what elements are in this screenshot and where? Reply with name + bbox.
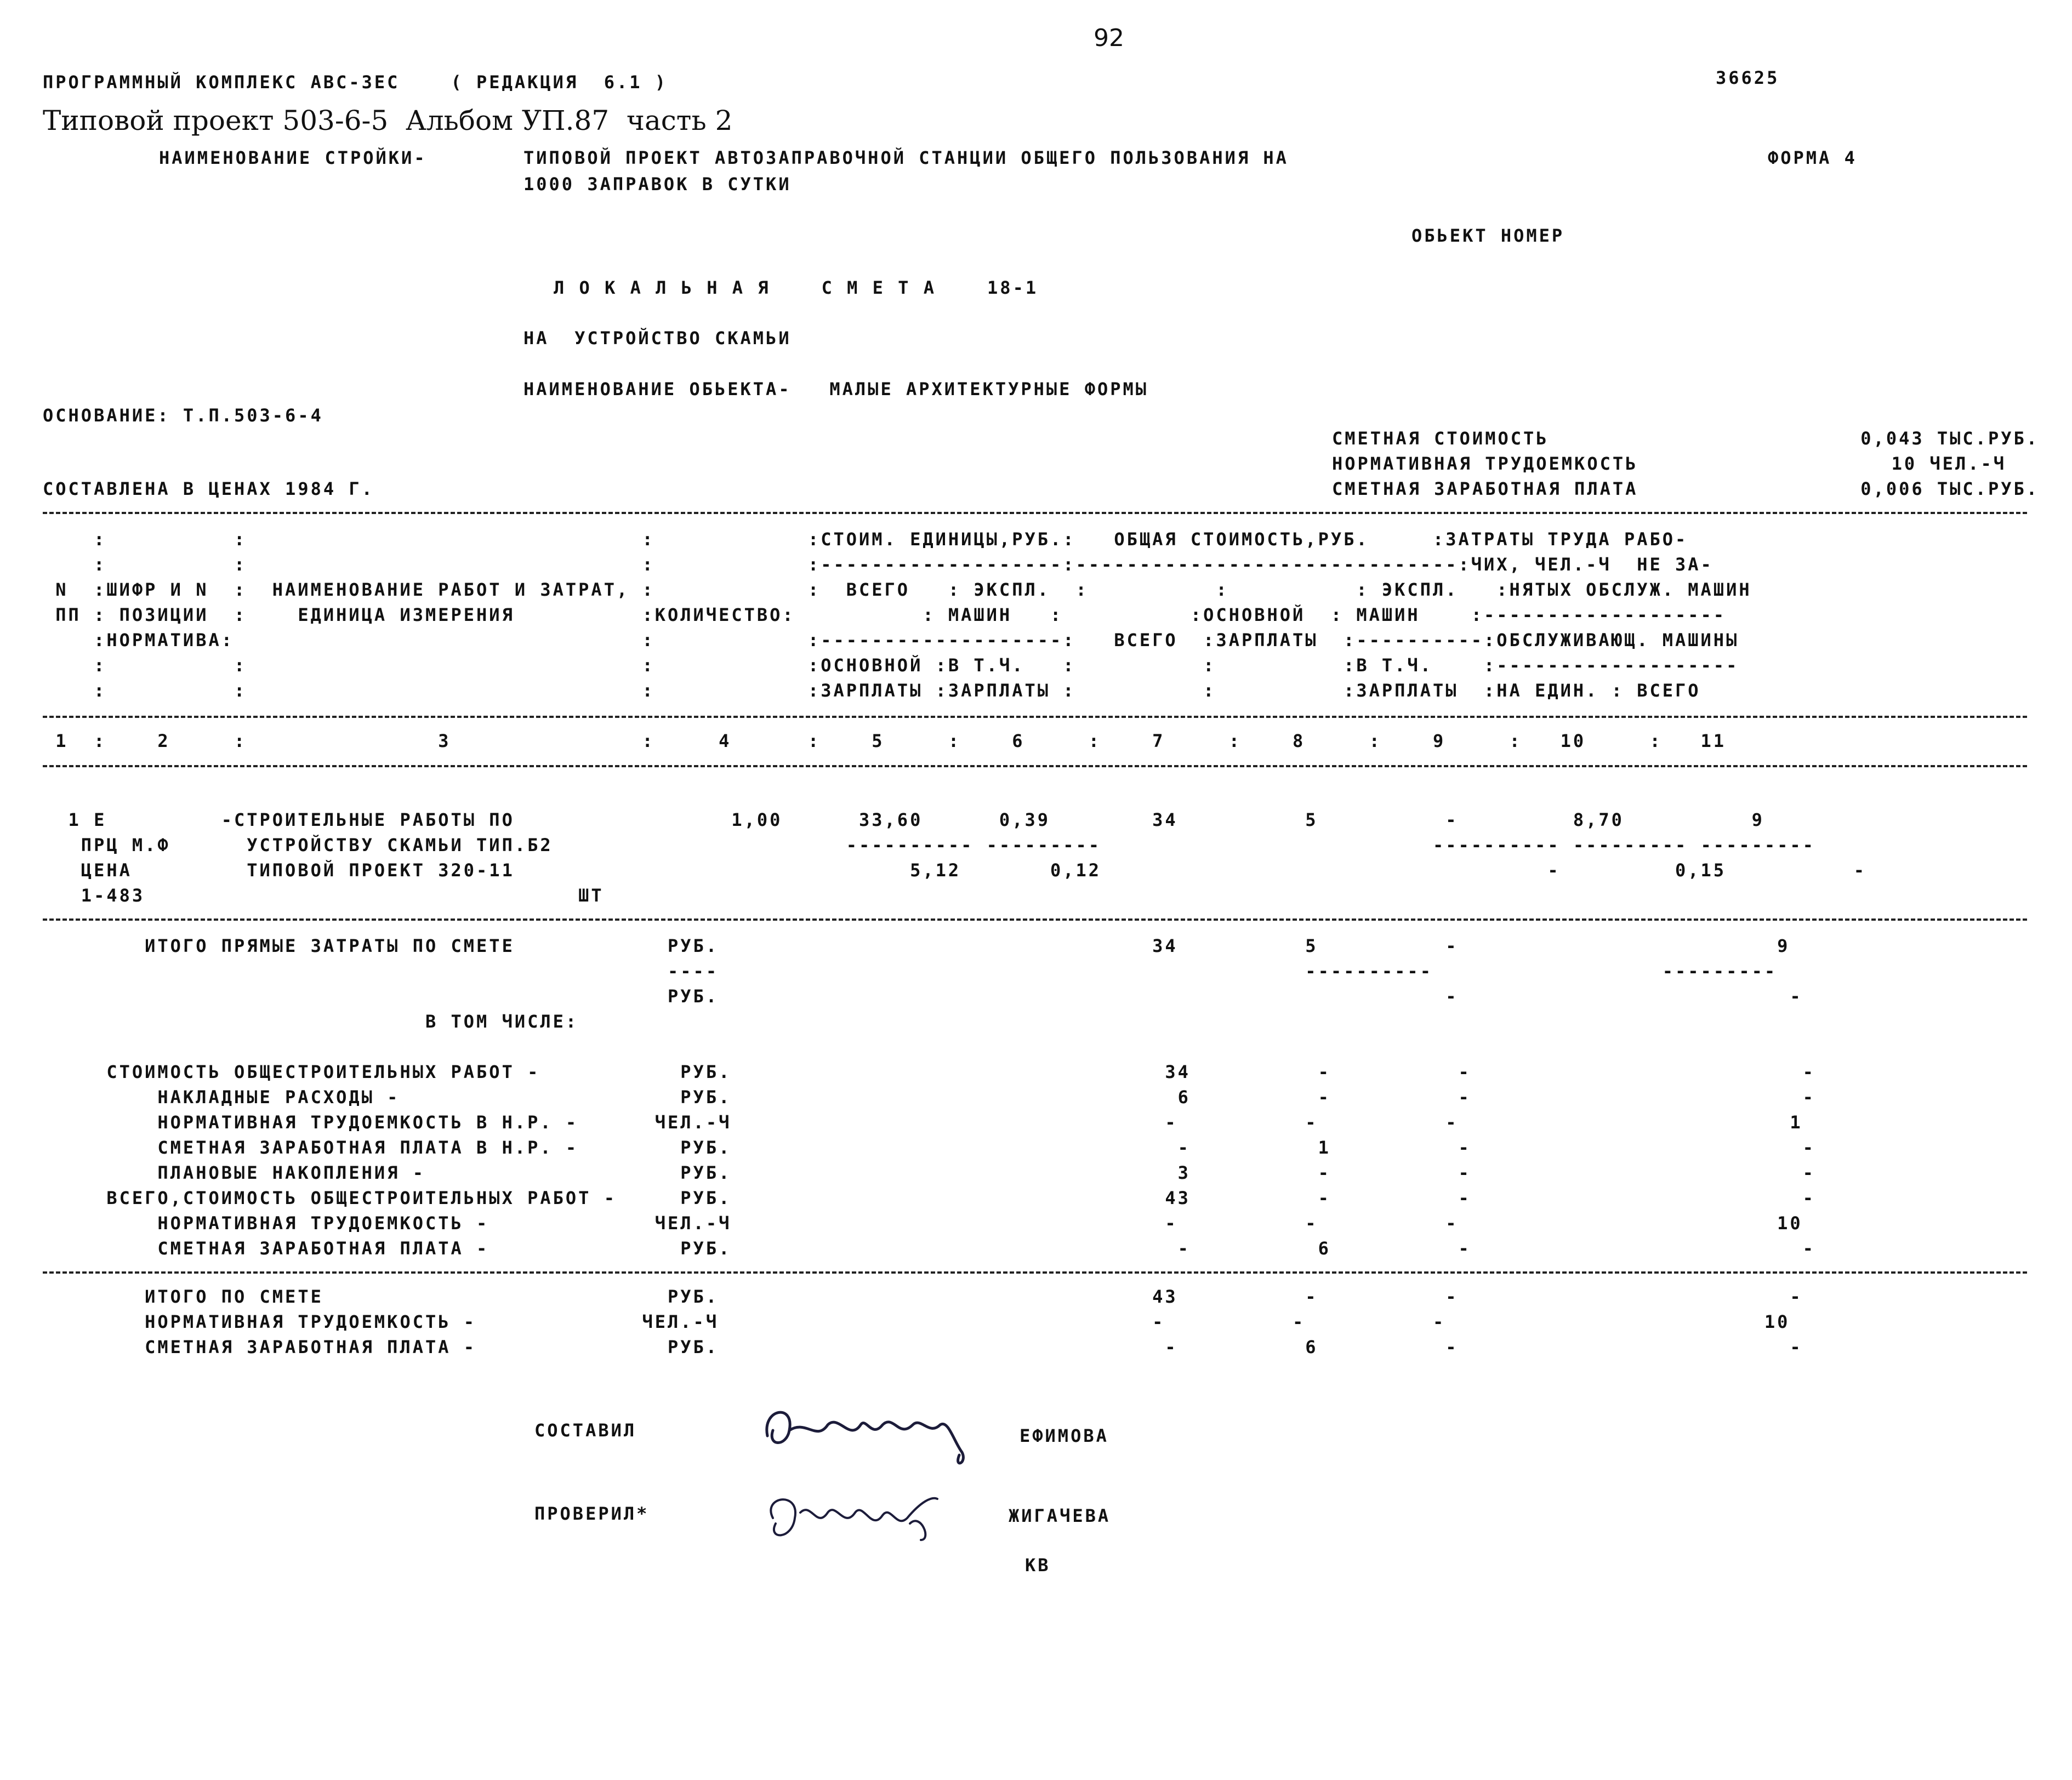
divider: [43, 512, 2027, 514]
summary-value: 0,006 ТЫС.РУБ.: [1860, 478, 2039, 499]
final-line: ИТОГО ПО СМЕТЕ РУБ. 43 - - -: [43, 1286, 1803, 1307]
checked-label: ПРОВЕРИЛ*: [534, 1503, 650, 1524]
totals-line: СМЕТНАЯ ЗАРАБОТНАЯ ПЛАТА - РУБ. - 6 - -: [43, 1238, 1815, 1259]
form-number: ФОРМА 4: [1768, 147, 1857, 168]
summary-value: 10 ЧЕЛ.-Ч: [1891, 453, 2006, 474]
totals-line: НАКЛАДНЫЕ РАСХОДЫ - РУБ. 6 - - -: [43, 1087, 1815, 1108]
final-line: СМЕТНАЯ ЗАРАБОТНАЯ ПЛАТА - РУБ. - 6 - -: [43, 1337, 1803, 1357]
object-number-label: ОБЬЕКТ НОМЕР: [1411, 225, 1565, 246]
estimate-basis: ОСНОВАНИЕ: Т.П.503-6-4: [43, 405, 323, 426]
item-line: ЦЕНА ТИПОВОЙ ПРОЕКТ 320-11 5,12 0,12 - 0,15 -: [43, 860, 1866, 881]
summary-label: СМЕТНАЯ ЗАРАБОТНАЯ ПЛАТА: [1332, 478, 1638, 499]
divider: [43, 918, 2027, 921]
construction-name-line-1: ТИПОВОЙ ПРОЕКТ АВТОЗАПРАВОЧНОЙ СТАНЦИИ ОБЩЕГО ПОЛЬЗОВАНИЯ НА: [523, 147, 1289, 168]
page-number: 92: [1094, 24, 1124, 52]
totals-line: СМЕТНАЯ ЗАРАБОТНАЯ ПЛАТА В Н.Р. - РУБ. - 1 - -: [43, 1137, 1815, 1158]
header-line: :НОРМАТИВА: : :-------------------: ВСЕГО :ЗАРПЛАТЫ :----------:ОБСЛУЖИВАЮЩ. МАШИНЫ: [43, 630, 1739, 651]
object-name: НАИМЕНОВАНИЕ ОБЬЕКТА- МАЛЫЕ АРХИТЕКТУРНЫЕ ФОРМЫ: [523, 379, 1149, 400]
summary-value: 0,043 ТЫС.РУБ.: [1860, 428, 2039, 449]
totals-line: ИТОГО ПРЯМЫЕ ЗАТРАТЫ ПО СМЕТЕ РУБ. 34 5 - 9: [43, 935, 1790, 956]
checked-name: ЖИГАЧЕВА: [1009, 1505, 1111, 1526]
totals-line: В ТОМ ЧИСЛЕ:: [43, 1011, 579, 1032]
construction-name-line-2: 1000 ЗАПРАВОК В СУТКИ: [523, 174, 792, 195]
header-line: : : : :ОСНОВНОЙ :В Т.Ч. : : :В Т.Ч. :-------------------: [43, 655, 1739, 676]
estimate-subject: НА УСТРОЙСТВО СКАМЬИ: [523, 328, 792, 349]
divider: [43, 716, 2027, 718]
totals-line: НОРМАТИВНАЯ ТРУДОЕМКОСТЬ В Н.Р. - ЧЕЛ.-Ч - - - 1: [43, 1112, 1803, 1133]
signature-composed: [756, 1387, 987, 1480]
totals-line: ПЛАНОВЫЕ НАКОПЛЕНИЯ - РУБ. 3 - - -: [43, 1162, 1815, 1183]
divider: [43, 765, 2027, 767]
composed-name: ЕФИМОВА: [1020, 1425, 1109, 1446]
document-code: 36625: [1716, 67, 1780, 88]
totals-line: НОРМАТИВНАЯ ТРУДОЕМКОСТЬ - ЧЕЛ.-Ч - - - 10: [43, 1213, 1803, 1234]
summary-label: СМЕТНАЯ СТОИМОСТЬ: [1332, 428, 1549, 449]
header-line: ПП : ПОЗИЦИИ : ЕДИНИЦА ИЗМЕРЕНИЯ :КОЛИЧЕСТВО: : МАШИН : :ОСНОВНОЙ : МАШИН :-------------------: [43, 604, 1727, 625]
checked-suffix: КВ: [1025, 1555, 1051, 1576]
totals-line: СТОИМОСТЬ ОБЩЕСТРОИТЕЛЬНЫХ РАБОТ - РУБ. 34 - - -: [43, 1062, 1815, 1082]
project-title: Типовой проект 503-6-5 Альбом УП.87 часть 2: [43, 105, 733, 136]
construction-label: НАИМЕНОВАНИЕ СТРОЙКИ-: [159, 147, 427, 168]
header-line: : : : :СТОИМ. ЕДИНИЦЫ,РУБ.: ОБЩАЯ СТОИМОСТЬ,РУБ. :ЗАТРАТЫ ТРУДА РАБО-: [43, 529, 1688, 550]
totals-line: ---- ---------- ---------: [43, 961, 1778, 982]
program-line: ПРОГРАММНЫЙ КОМПЛЕКС АВС-3ЕС ( РЕДАКЦИЯ 6.1 ): [43, 72, 668, 93]
estimate-title: Л О К А Л Ь Н А Я С М Е Т А 18-1: [554, 277, 1039, 298]
summary-label: НОРМАТИВНАЯ ТРУДОЕМКОСТЬ: [1332, 453, 1638, 474]
final-line: НОРМАТИВНАЯ ТРУДОЕМКОСТЬ - ЧЕЛ.-Ч - - - 10: [43, 1311, 1790, 1332]
column-numbers: 1 : 2 : 3 : 4 : 5 : 6 : 7 : 8 : 9 : 10 : 11: [43, 731, 1727, 751]
signature-checked: [756, 1480, 965, 1556]
header-line: : : : :-------------------:------------------------------:ЧИХ, ЧЕЛ.-Ч НЕ ЗА-: [43, 554, 1714, 575]
item-line: ПРЦ М.Ф УСТРОЙСТВУ СКАМЬИ ТИП.Б2 ---------- --------- ---------- --------- ---------: [43, 835, 1815, 855]
totals-line: ВСЕГО,СТОИМОСТЬ ОБЩЕСТРОИТЕЛЬНЫХ РАБОТ - РУБ. 43 - - -: [43, 1188, 1815, 1208]
composed-label: СОСТАВИЛ: [534, 1420, 637, 1441]
price-basis: СОСТАВЛЕНА В ЦЕНАХ 1984 Г.: [43, 478, 374, 499]
header-line: : : : :ЗАРПЛАТЫ :ЗАРПЛАТЫ : : :ЗАРПЛАТЫ :НА ЕДИН. : ВСЕГО: [43, 680, 1701, 701]
item-line: 1-483 ШТ: [43, 885, 604, 906]
item-line: 1 Е -СТРОИТЕЛЬНЫЕ РАБОТЫ ПО 1,00 33,60 0,39 34 5 - 8,70 9: [43, 809, 1764, 830]
header-line: N :ШИФР И N : НАИМЕНОВАНИЕ РАБОТ И ЗАТРАТ, : : ВСЕГО : ЭКСПЛ. : : : ЭКСПЛ. :НЯТЫХ ОБСЛУЖ. МАШИН: [43, 579, 1752, 600]
divider: [43, 1271, 2027, 1274]
totals-line: РУБ. - -: [43, 986, 1803, 1007]
